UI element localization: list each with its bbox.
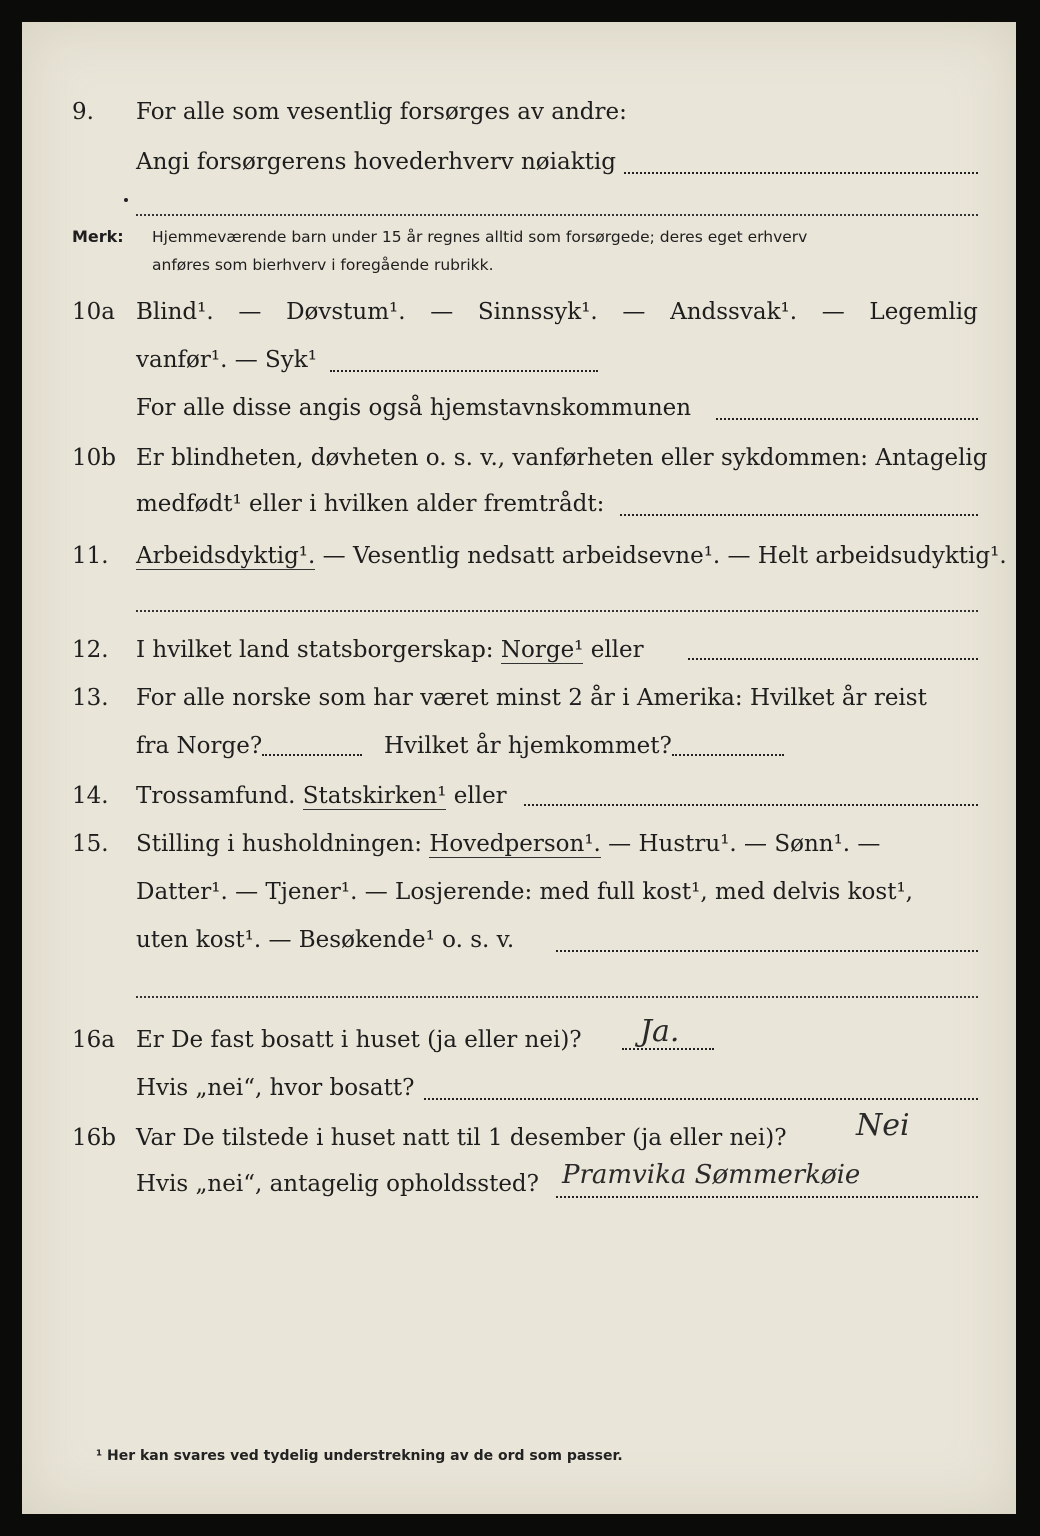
q11-answer-line[interactable] xyxy=(136,610,978,612)
q10b-line1 xyxy=(0,438,1040,478)
merk-line1 xyxy=(0,222,1040,252)
q13-line2 xyxy=(0,726,1040,766)
q10a-option-andssvak[interactable]: Andssvak¹. xyxy=(670,299,798,325)
q12-line xyxy=(0,630,1040,670)
q13-line1 xyxy=(0,678,1040,718)
q16a-question: Er De fast bosatt i huset (ja eller nei)? xyxy=(136,1027,582,1053)
q9-line1 xyxy=(0,92,1040,132)
q10a-line3 xyxy=(0,388,1040,428)
q10a-option-legemlig[interactable]: Legemlig xyxy=(869,299,978,325)
q10a-hjemstavn-line[interactable] xyxy=(716,418,978,420)
q15-options-3[interactable]: uten kost¹. — Besøkende¹ o. s. v. xyxy=(136,927,515,953)
q16b-question-2: Hvis „nei“, antagelig opholdssted? xyxy=(136,1171,539,1197)
q15-other-options[interactable]: — Hustru¹. — Sønn¹. — xyxy=(600,831,881,857)
q9-question-2: Angi forsørgerens hovederhverv nøiaktig xyxy=(136,149,616,175)
q13-reist-line[interactable] xyxy=(262,754,362,756)
q10b-question: Er blindheten, døvheten o. s. v., vanførheten eller sykdommen: Antagelig xyxy=(136,445,988,471)
q11-other-options[interactable]: — Vesentlig nedsatt arbeidsevne¹. — Helt arbeidsudyktig¹. xyxy=(315,543,1007,569)
q15-number: 15. xyxy=(72,831,109,857)
q14-suffix: eller xyxy=(446,783,507,809)
q16b-handwritten-answer[interactable]: Nei xyxy=(856,1108,910,1143)
q10a-dash: — xyxy=(622,299,646,325)
q10b-question-2: medfødt¹ eller i hvilken alder fremtrådt: xyxy=(136,491,605,517)
q10a-dash: — xyxy=(821,299,845,325)
q13-hjemkommet-label: Hvilket år hjemkommet? xyxy=(384,733,672,759)
q16a-line2 xyxy=(0,1068,1040,1108)
q13-number: 13. xyxy=(72,685,109,711)
q10b-number: 10b xyxy=(72,445,116,471)
q10a-option-sinnssyk[interactable]: Sinnssyk¹. xyxy=(477,299,598,325)
q13-reist-label: fra Norge? xyxy=(136,733,263,759)
merk-line2 xyxy=(0,250,1040,280)
q13-question: For alle norske som har været minst 2 år i Amerika: Hvilket år reist xyxy=(136,685,927,711)
q15-option-hovedperson[interactable]: Hovedperson¹. xyxy=(429,831,601,857)
q11-options xyxy=(136,536,1007,576)
q10a-answer-line[interactable] xyxy=(330,370,598,372)
q11-option-arbeidsdyktig[interactable]: Arbeidsdyktig¹. xyxy=(136,543,316,569)
q16a-handwritten-answer[interactable]: Ja. xyxy=(640,1014,680,1049)
q16b-answer-line[interactable] xyxy=(556,1196,978,1198)
q14-line xyxy=(0,776,1040,816)
q10a-dash: — xyxy=(430,299,454,325)
q16b-line2 xyxy=(0,1164,1040,1204)
q15-answer-line-2[interactable] xyxy=(136,996,978,998)
q12-question xyxy=(136,630,644,670)
merk-label: Merk: xyxy=(72,227,124,246)
q14-prefix: Trossamfund. xyxy=(136,783,303,809)
q10a-dash: — xyxy=(238,299,262,325)
q15-answer-line[interactable] xyxy=(556,950,978,952)
q10a-options xyxy=(136,292,978,332)
q12-number: 12. xyxy=(72,637,109,663)
q10a-option-vanfor-syk[interactable]: vanfør¹. — Syk¹ xyxy=(136,347,317,373)
q12-answer-line[interactable] xyxy=(688,658,978,660)
q15-prefix: Stilling i husholdningen: xyxy=(136,831,430,857)
q16b-question: Var De tilstede i huset natt til 1 desember (ja eller nei)? xyxy=(136,1125,787,1151)
q16a-line1 xyxy=(0,1020,1040,1060)
q9-number: 9. xyxy=(72,99,94,125)
q15-question xyxy=(136,824,880,864)
footnote: ¹ Her kan svares ved tydelig understrekning av de ord som passer. xyxy=(96,1448,623,1464)
q10b-line2 xyxy=(0,484,1040,524)
q9-answer-line[interactable] xyxy=(624,172,978,174)
q13-hjemkommet-line[interactable] xyxy=(672,754,784,756)
q11-line xyxy=(0,536,1040,576)
q9-question: For alle som vesentlig forsørges av andre: xyxy=(136,99,627,125)
q14-answer-line[interactable] xyxy=(524,804,978,806)
q10a-option-dovstum[interactable]: Døvstum¹. xyxy=(286,299,406,325)
q16a-number: 16a xyxy=(72,1027,115,1053)
q10a-number: 10a xyxy=(72,299,115,325)
q10a-line1 xyxy=(0,292,1040,332)
q15-line2 xyxy=(0,872,1040,912)
q12-suffix: eller xyxy=(583,637,644,663)
merk-text-1: Hjemmeværende barn under 15 år regnes alltid som forsørgede; deres eget erhverv xyxy=(152,228,808,246)
q16b-handwritten-place[interactable]: Pramvika Sømmerkøie xyxy=(562,1160,861,1190)
q10b-answer-line[interactable] xyxy=(620,514,978,516)
q10a-hjemstavn: For alle disse angis også hjemstavnskommunen xyxy=(136,395,692,421)
q16a-bosatt-line[interactable] xyxy=(424,1098,978,1100)
q10a-line2 xyxy=(0,340,1040,380)
q16a-question-2: Hvis „nei“, hvor bosatt? xyxy=(136,1075,415,1101)
q10a-option-blind[interactable]: Blind¹. xyxy=(136,299,214,325)
q15-line1 xyxy=(0,824,1040,864)
q16b-number: 16b xyxy=(72,1125,116,1151)
q15-line3 xyxy=(0,920,1040,960)
q12-option-norge[interactable]: Norge¹ xyxy=(500,637,584,663)
q15-options-2[interactable]: Datter¹. — Tjener¹. — Losjerende: med full kost¹, med delvis kost¹, xyxy=(136,879,913,905)
q9-answer-line-2[interactable] xyxy=(136,214,978,216)
q14-question xyxy=(136,776,507,816)
merk-text-2: anføres som bierhverv i foregående rubrikk. xyxy=(152,256,494,274)
q11-number: 11. xyxy=(72,543,109,569)
ink-speck xyxy=(124,198,128,202)
q9-line2 xyxy=(0,142,1040,182)
q14-number: 14. xyxy=(72,783,109,809)
q14-option-statskirken[interactable]: Statskirken¹ xyxy=(302,783,447,809)
q12-prefix: I hvilket land statsborgerskap: xyxy=(136,637,501,663)
